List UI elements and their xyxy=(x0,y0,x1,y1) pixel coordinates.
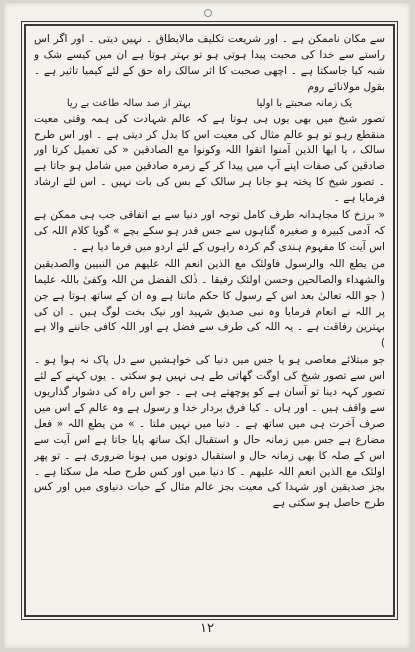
page-text xyxy=(34,32,385,611)
page-number: ۱۲ xyxy=(200,621,214,636)
text-frame xyxy=(24,24,395,617)
binding-mark xyxy=(204,9,212,17)
persian-couplet xyxy=(34,96,385,112)
couplet-first-hemistich: یک زمانہ صحبتے با اولیا xyxy=(256,97,353,109)
paragraph-1: سے مکان ناممکن ہے ۔ اور شریعت تکلیف مالایطاق ۔ نہیں دیتی ۔ اور اگر اس راستے سے خدا کی محبت پیدا ہوتی ہو تو بہتر ہوتا ہے ان میں کیسے شک و شبہ کیا جاسکتا ہے ۔ اچھی صحبت کا اثر سالک راہ حق کے لئے کیمیا تاثیر ہے ۔ بقول مولانائے روم xyxy=(34,33,385,93)
paragraph-5: جو مبتلائے معاصی ہو یا جس میں دنیا کی خواہشیں سے دل پاک نہ ہوا ہو ۔ اس سے تصور شیخ کی اوگت گھاتی طے ہی نہیں ہو سکتی ۔ یوں کہنے کے لئے تصور کہہ دینا تو آسان ہے کو پوچھتے ہی ہے ۔ جو اس راہ کی دشوار گذاریوں سے واقف ہیں ۔ اور ہاں ۔ کیا فرق بردار خدا و رسول ہے وہ عالم کے اس میں صرف آخرت ہی میں ساتھ ہے ۔ دنیا میں نہیں ملتا ۔ » من یطع اللہ « فعل مضارع ہے جس میں زمانہ حال و استقبال ایک ساتھ پایا جاتا ہے اس آیت سے اس کے صلہ کا بھی زمانہ حال و استقبال دونوں میں ہونا ضروری ہے ۔ تو پھر اولئک مع الذین انعم اللہ علیھم ۔ کا دنیا میں اور کس طرح صلہ مل سکتا ہے ۔ بجز صدیقین اور شہدا کی معیت بجز عالم مثال کے حیات دنیاوی میں اور کس طرح حاصل ہو سکتی ہے xyxy=(34,354,385,510)
paragraph-2: تصور شیخ میں بھی یوں ہی ہوتا ہے کہ عالم شہادت کی ہمہ وقتی معیت منقطع رہو تو ہو عالم مثال کی معیت اس کا بدل کر دیتی ہے ۔ اور اس طرح سالک ، یا ایھا الذین آمنوا اتقوا اللہ وکونوا مع الصادقین « کی تعمیل کرتا اور صادقین کی صفات اپنے آپ میں پیدا کر کے زمرہ صادقین میں شامل ہو جاتا ہے ۔ تصور شیخ کا پختہ ہو جانا ہر سالک کے بس کی بات نہیں ۔ اس لئے ارشاد فرمایا ہے ۔ xyxy=(34,112,385,205)
book-page xyxy=(4,3,410,648)
paragraph-3: « برزخ کا مجاہدانہ طرف کامل توجہ اور دنیا سے بے اتفاقی جب ہی ممکن ہے کہ آدمی کبیرہ و صغیرہ گناہوں سے جس قدر ہو سکے بچے » گویا کلام اللہ کی اس آیت کا مفہوم ہندی گم کردہ راہوں کے لئے اردو میں فرما دیا ہے ۔ xyxy=(34,209,385,253)
couplet-second-hemistich: بہتر از صد سالہ طاعت بے ریا xyxy=(66,97,191,109)
paragraph-4: من یطع اللہ والرسول فاولئک مع الذین انعم اللہ علیھم من النبیین والصدیقین والشھداء والصالحین وحسن اولئک رفیقا ۔ ذٰلک الفضل من اللہ وکفیٰ باللہ علیما ( جو اللہ تعالیٰ بعد اس کے رسول کا حکم مانتا ہے وہ ان کے ساتھ ہوتا ہے جن پر اللہ نے انعام فرمایا وہ نبی صدیق شہید اور نیک بخت لوگ ہیں ۔ ان کی بہترین رفاقت ہے ۔ یہ اللہ کی طرف سے فضل ہے اور اللہ کافی جاننے والا ہے ) xyxy=(34,257,385,350)
